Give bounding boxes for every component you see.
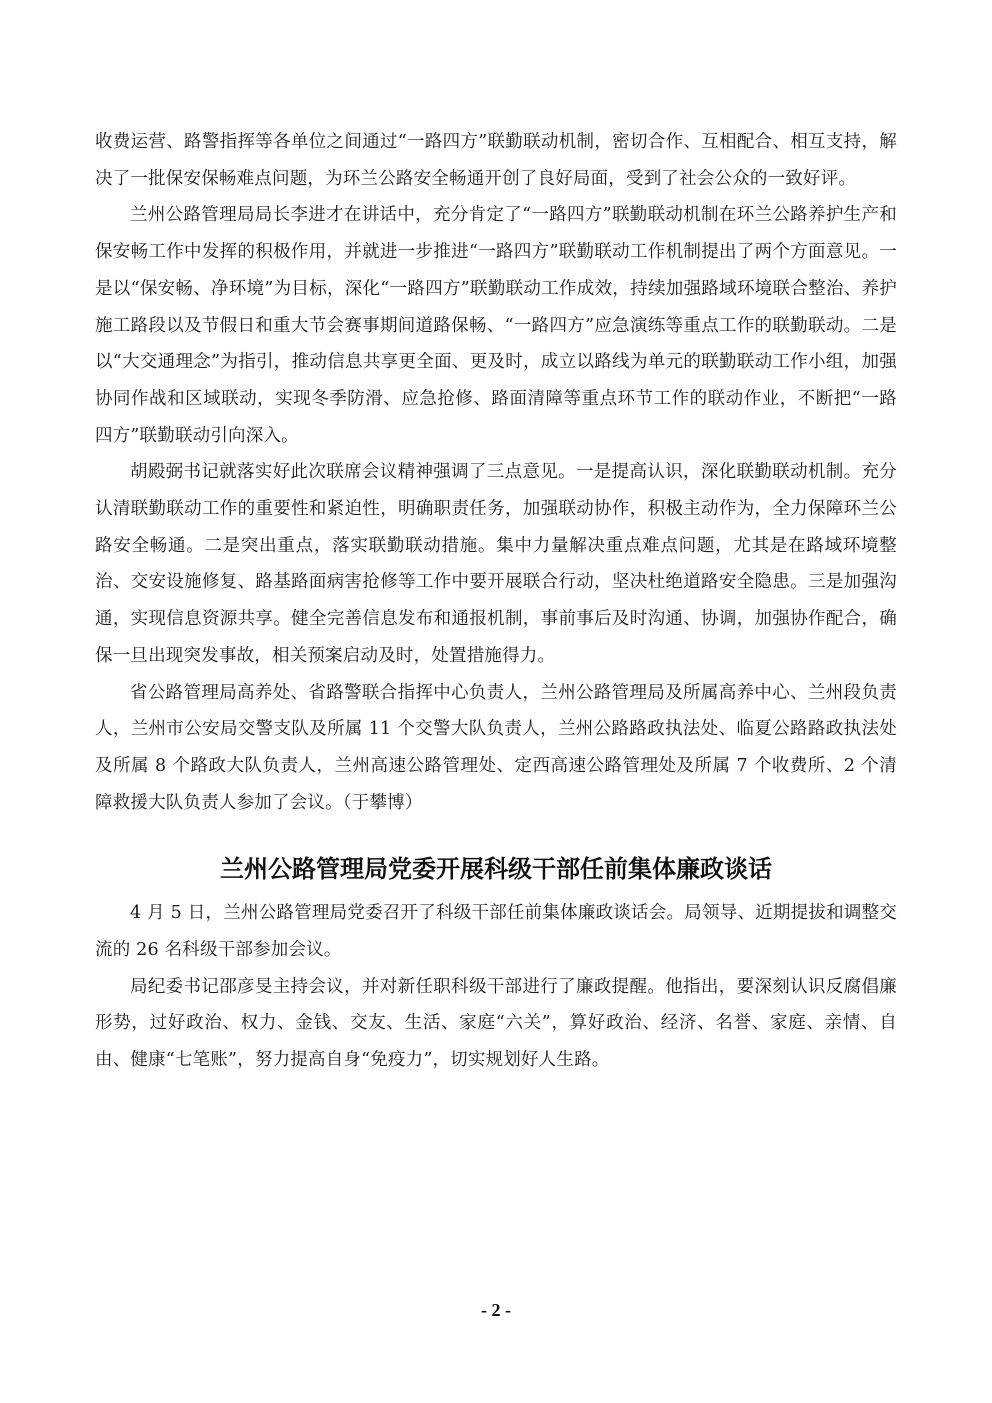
- page-body: [95, 124, 897, 1079]
- page-number: - 2 -: [481, 1300, 511, 1320]
- paragraph-attendees: 省公路管理局高养处、省路警联合指挥中心负责人，兰州公路管理局及所属高养中心、兰州段负责人，兰州市公安局交警支队及所属 11 个交警大队负责人，兰州公路路政执法处、临夏公路路政执法处及所属 8 个路政大队负责人，兰州高速公路管理处、定西高速公路管理处及所属 7 个收费所、2 个清障救援大队负责人参加了会议。（于攀博）: [95, 682, 897, 813]
- article-title: 兰州公路管理局党委开展科级干部任前集体廉政谈话: [220, 855, 772, 884]
- paragraph-director-speech: 兰州公路管理局局长李进才在讲话中，充分肯定了“一路四方”联勤联动机制在环兰公路养护生产和保安畅工作中发挥的积极作用，并就进一步推进“一路四方”联勤联动工作机制提出了两个方面意见。一是以“保安畅、净环境”为目标，深化“一路四方”联勤联动工作成效，持续加强路域环境联合整治、养护施工路段以及节假日和重大节会赛事期间道路保畅、“一路四方”应急演练等重点工作的联勤联动。二是以“大交通理念”为指引，推动信息共享更全面、更及时，成立以路线为单元的联勤联动工作小组，加强协同作战和区域联动，实现冬季防滑、应急抢修、路面清障等重点环节工作的联动作业，不断把“一路四方”联勤联动引向深入。: [95, 205, 897, 446]
- article-paragraph: 4 月 5 日，兰州公路管理局党委召开了科级干部任前集体廉政谈话会。局领导、近期提拔和调整交流的 26 名科级干部参加会议。: [95, 903, 897, 961]
- paragraph-secretary-remarks: 胡殿弼书记就落实好此次联席会议精神强调了三点意见。一是提高认识，深化联勤联动机制。充分认清联勤联动工作的重要性和紧迫性，明确职责任务，加强联动协作，积极主动作为，全力保障环兰公路安全畅通。二是突出重点，落实联勤联动措施。集中力量解决重点难点问题，尤其是在路域环境整治、交安设施修复、路基路面病害抢修等工作中要开展联合行动，坚决杜绝道路安全隐患。三是加强沟通，实现信息资源共享。健全完善信息发布和通报机制，事前事后及时沟通、协调，加强协作配合，确保一旦出现突发事故，相关预案启动及时，处置措施得力。: [95, 462, 897, 666]
- article-paragraph: 局纪委书记邵彦旻主持会议，并对新任职科级干部进行了廉政提醒。他指出，要深刻认识反腐倡廉形势，过好政治、权力、金钱、交友、生活、家庭“六关”，算好政治、经济、名誉、家庭、亲情、自由、健康“七笔账”，努力提高自身“免疫力”，切实规划好人生路。: [95, 976, 897, 1071]
- paragraph-continued: 收费运营、路警指挥等各单位之间通过“一路四方”联勤联动机制，密切合作、互相配合、相互支持，解决了一批保安保畅难点问题，为环兰公路安全畅通开创了良好局面，受到了社会公众的一致好评。: [95, 132, 897, 189]
